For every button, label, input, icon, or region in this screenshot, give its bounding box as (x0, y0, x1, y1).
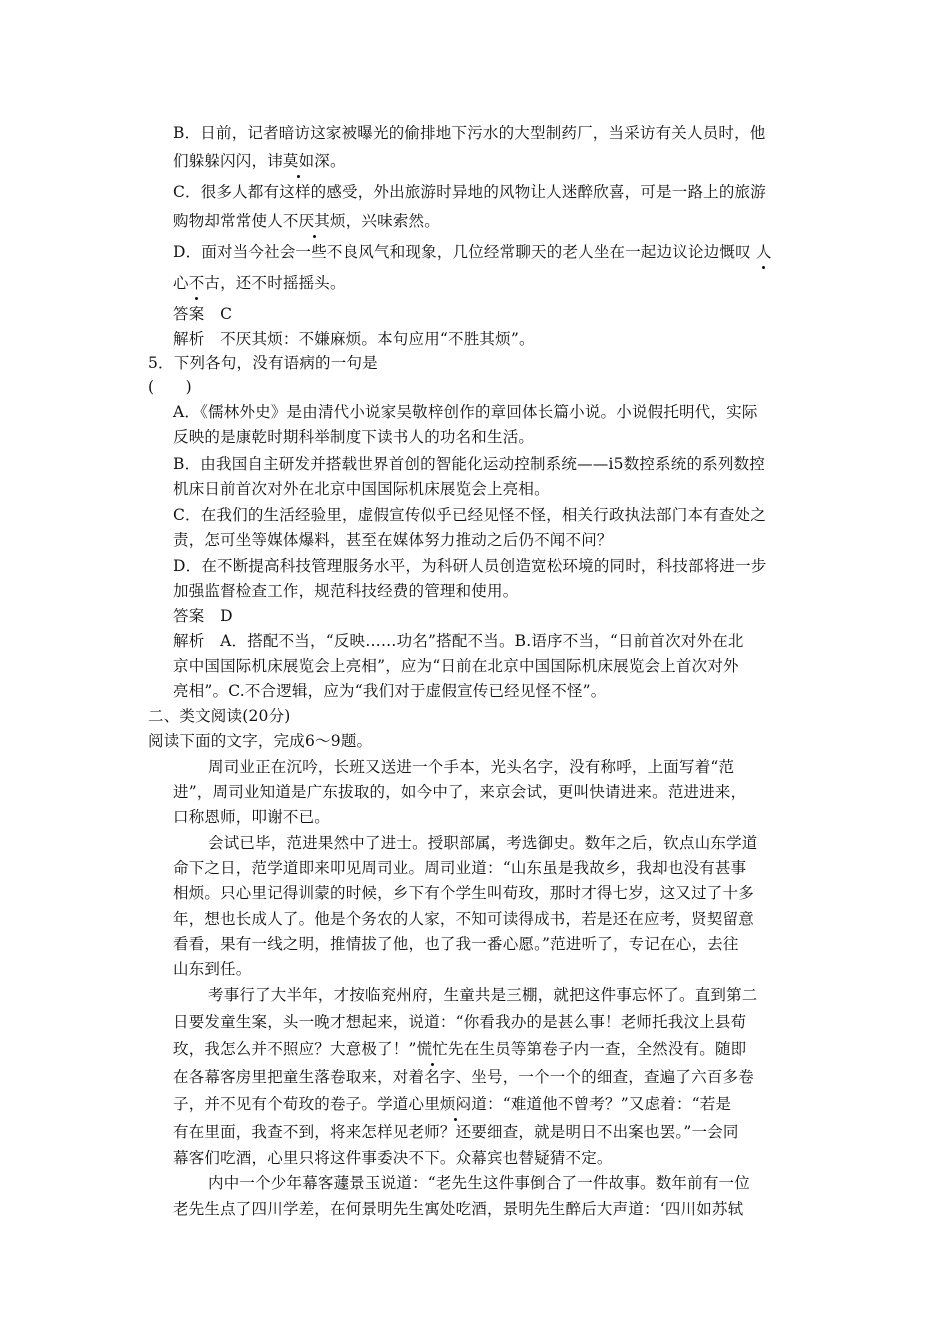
q4-option-c-line1: C．很多人都有这样的感受，外出旅游时异地的风物让人迷醉欣喜，可是一路上的旅游 (173, 183, 766, 201)
q5-analysis-line1: 解析 A．搭配不当，“反映……功名”搭配不当。B.语序不当，“日前首次对外在北 (173, 632, 744, 650)
q5-option-b-line2: 机床日前首次对外在北京中国国际机床展览会上亮相。 (173, 480, 550, 498)
q4-analysis: 解析 不厌其烦：不嫌麻烦。本句应用“不胜其烦”。 (173, 330, 535, 348)
q4-option-b-line1: B．日前，记者暗访这家被曝光的偷排地下污水的大型制药厂，当采访有关人员时，他 (173, 124, 766, 142)
q5-option-d-line2: 加强监督检查工作，规范科技经费的管理和使用。 (173, 582, 519, 600)
emphasized-idiom: 讳莫如深 (267, 152, 331, 170)
q4-option-d-line1: D．面对当今社会一些不良风气和现象，几位经常聊天的老人坐在一起边议论边慨叹 人 (173, 243, 772, 261)
q5-answer-paren: ( ) (148, 378, 192, 396)
q5-option-b-line1: B．由我国自主研发并搭载世界首创的智能化运动控制系统——i5数控系统的系列数控 (173, 455, 766, 473)
section-heading: 二、类文阅读(20分) (148, 707, 291, 725)
passage-p2-line2: 命下之日，范学道即来叩见周司业。周司业道：“山东虽是我故乡，我却也没有甚事 (173, 859, 747, 877)
passage-p2-line6: 山东到任。 (173, 960, 252, 978)
emphasized-idiom: 心不古 (173, 274, 221, 292)
emphasized-idiom: 人 (755, 243, 772, 261)
q5-analysis-line2: 京中国国际机床展览会上亮相”，应为“日前在北京中国国际机床展览会上首次对外 (173, 657, 739, 675)
section-instruction: 阅读下面的文字，完成6～9题。 (148, 732, 373, 750)
passage-p3-line6: 有在里面，我查不到，将来怎样见老师？还要细查，就是明日不出案也罢。”一会同 (173, 1123, 739, 1141)
emphasized-word: 慌忙 (416, 1040, 449, 1058)
passage-p2-line4: 年，想也长成人了。他是个务农的人家，不知可读得成书，若是还在应考，贤契留意 (173, 910, 754, 928)
passage-p3-line4: 在各幕客房里把童生落卷取来，对着名字、坐号，一个一个的细查，查遍了六百多卷 (173, 1068, 754, 1086)
q5-answer: 答案 D (173, 607, 233, 625)
q5-analysis-line3: 亮相”。C.不合逻辑，应为“我们对于虚假宣传已经见怪不怪”。 (173, 682, 607, 700)
passage-p2-line3: 相烦。只心里记得训蒙的时候，乡下有个学生叫荀玫，那时才得七岁，这又过了十多 (173, 884, 754, 902)
passage-p3-line1: 考事行了大半年，才按临兖州府，生童共是三棚，就把这件事忘怀了。直到第二 (208, 986, 758, 1004)
passage-p1-line2: 进”，周司业知道是广东拔取的，如今中了，来京会试，更叫快请进来。范进进来， (173, 783, 747, 801)
passage-p4-line1: 内中一个少年幕客蘧景玉说道：“老先生这件事倒合了一件故事。数年前有一位 (208, 1174, 750, 1192)
q5-option-c-line2: 责，怎可坐等媒体爆料，甚至在媒体努力推动之后仍不闻不问？ (173, 531, 613, 549)
q4-option-c-line2: 购物却常常使人不厌其烦，兴味索然。 (173, 212, 440, 230)
passage-p3-line3: 玫，我怎么并不照应？大意极了！”慌忙先在生员等第卷子内一查，全然没有。随即 (173, 1040, 747, 1058)
passage-p2-line5: 看看，果有一线之明，推情拔了他，也了我一番心愿。”范进听了，专记在心，去往 (173, 935, 739, 953)
q4-option-b-line2: 们躲躲闪闪，讳莫如深。 (173, 152, 346, 170)
q4-option-d-line2: 心不古，还不时摇摇头。 (173, 274, 346, 292)
passage-p1-line3: 口称恩师，叩谢不已。 (173, 808, 331, 826)
passage-p2-line1: 会试已毕，范进果然中了进士。授职部属，考选御史。数年之后，钦点山东学道 (208, 834, 758, 852)
passage-p1-line1: 周司业正在沉吟，长班又送进一个手本，光头名字，没有称呼，上面写着“范 (208, 758, 735, 776)
passage-p3-line5: 子，并不见有个荀玫的卷子。学道心里烦闷道：“难道他不曾考？”又虑着：“若是 (173, 1095, 732, 1113)
q5-option-c-line1: C．在我们的生活经验里，虚假宣传似乎已经见怪不怪，相关行政执法部门本有查处之 (173, 506, 766, 524)
passage-p4-line2: 老先生点了四川学差，在何景明先生寓处吃酒，景明先生醉后大声道：‘四川如苏轼 (173, 1200, 744, 1218)
q5-option-d-line1: D．在不断提高科技管理服务水平，为科研人员创造宽松环境的同时，科技部将进一步 (173, 557, 767, 575)
q5-stem: 5．下列各句，没有语病的一句是 (148, 354, 378, 372)
q5-option-a-line2: 反映的是康乾时期科举制度下读书人的功名和生活。 (173, 428, 535, 446)
passage-p3-line2: 日要发童生案，头一晚才想起来，说道：“你看我办的是甚么事！老师托我汶上县荀 (173, 1013, 747, 1031)
q4-answer: 答案 C (173, 305, 233, 323)
emphasized-idiom: 不厌其烦 (282, 212, 346, 230)
passage-p3-line7: 幕客们吃酒，心里只将这件事委决不下。众幕宾也替疑猜不定。 (173, 1149, 613, 1167)
emphasized-word: 烦闷 (439, 1095, 472, 1113)
q5-option-a-line1: A．《儒林外史》是由清代小说家吴敬梓创作的章回体长篇小说。小说假托明代，实际 (173, 403, 758, 421)
